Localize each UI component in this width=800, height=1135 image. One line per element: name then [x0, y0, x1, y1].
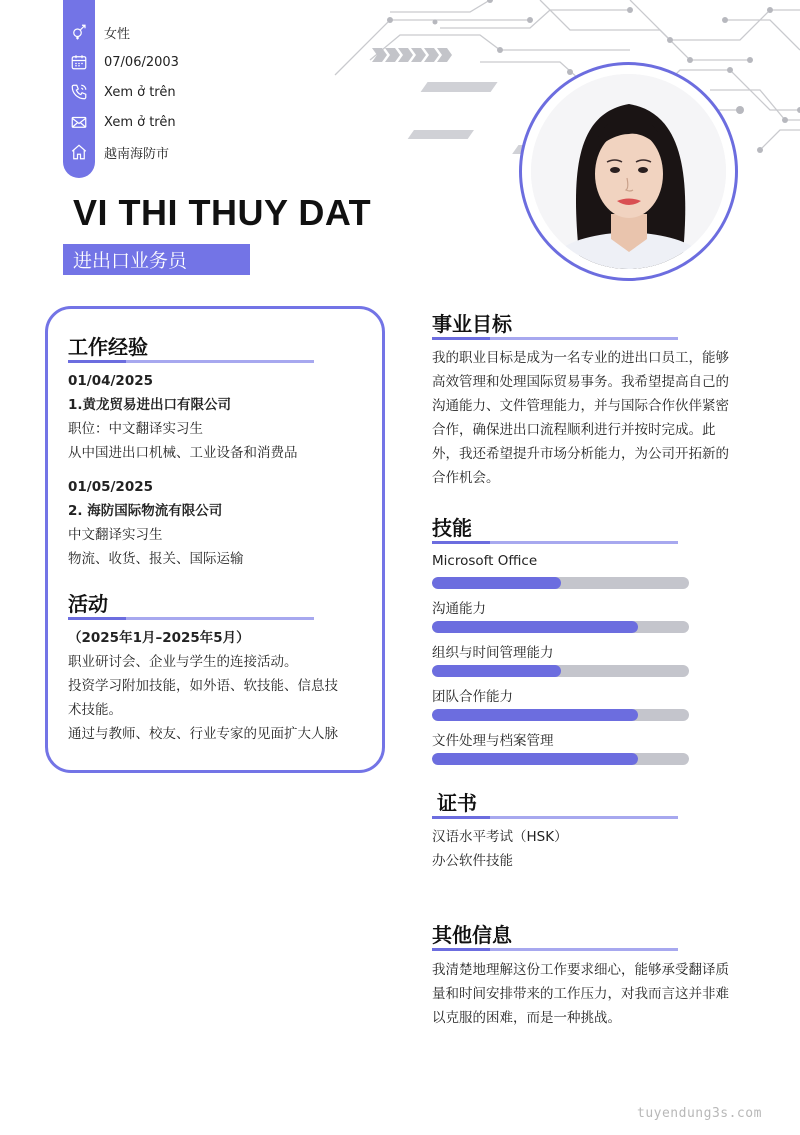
certificates-title: 证书: [437, 791, 477, 815]
job-2-desc: 物流、收货、报关、国际运输: [68, 551, 244, 567]
contact-gender: [63, 17, 130, 47]
skill-label: Microsoft Office: [432, 553, 538, 569]
gender-icon: [63, 17, 95, 47]
objective-line: 合作，确保进出口流程顺利进行并按时完成。此: [432, 422, 716, 438]
skill-bar: [432, 577, 689, 589]
skill-bar: [432, 665, 689, 677]
watermark: tuyendung3s.com: [637, 1106, 762, 1121]
skill-bar-fill: [432, 665, 561, 677]
other-line: 我清楚地理解这份工作要求细心，能够承受翻译质: [432, 962, 729, 978]
objective-line: 合作机会。: [432, 470, 500, 486]
objective-line: 外，我还希望提升市场分析能力，为公司开拓新的: [432, 446, 729, 462]
phone-text: Xem ở trên: [104, 84, 176, 100]
skill-bar: [432, 753, 689, 765]
profile-photo: [531, 74, 726, 269]
job-2-date: 01/05/2025: [68, 479, 154, 495]
skills-underline: [432, 541, 678, 544]
skill-label: 文件处理与档案管理: [432, 733, 554, 749]
other-underline: [432, 948, 678, 951]
job-2-company: 2. 海防国际物流有限公司: [68, 503, 223, 519]
activities-line: 术技能。: [68, 702, 122, 718]
objective-line: 高效管理和处理国际贸易事务。我希望提高自己的: [432, 374, 729, 390]
activities-period: （2025年1月–2025年5月）: [68, 630, 250, 646]
other-line: 以克服的困难，而是一种挑战。: [432, 1010, 621, 1026]
gender-text: 女性: [104, 26, 131, 42]
candidate-name: VI THI THUY DAT: [73, 192, 372, 233]
contact-birthdate: [63, 47, 179, 77]
job-1-date: 01/04/2025: [68, 373, 154, 389]
contact-address: [63, 137, 169, 167]
activities-underline: [68, 617, 314, 620]
objective-line: 我的职业目标是成为一名专业的进出口员工，能够: [432, 350, 729, 366]
experience-title: 工作经验: [68, 335, 148, 359]
activities-line: 职业研讨会、企业与学生的连接活动。: [68, 654, 298, 670]
skill-label: 团队合作能力: [432, 689, 513, 705]
skill-bar-fill: [432, 709, 638, 721]
skill-bar-fill: [432, 621, 638, 633]
objective-line: 沟通能力、文件管理能力，并与国际合作伙伴紧密: [432, 398, 729, 414]
activities-line: 通过与教师、校友、行业专家的见面扩大人脉: [68, 726, 338, 742]
contact-phone: [63, 77, 176, 107]
calendar-icon: [63, 47, 95, 77]
skill-bar-fill: [432, 753, 638, 765]
envelope-icon: [63, 107, 95, 137]
email-text: Xem ở trên: [104, 114, 176, 130]
objective-underline: [432, 337, 678, 340]
certificate-item: 汉语水平考试（HSK）: [432, 829, 568, 845]
job-1-position: 职位：中文翻译实习生: [68, 421, 203, 437]
skill-bar: [432, 709, 689, 721]
certificate-item: 办公软件技能: [432, 853, 513, 869]
certificates-underline: [432, 816, 678, 819]
objective-title: 事业目标: [432, 312, 512, 336]
skill-label: 组织与时间管理能力: [432, 645, 554, 661]
address-text: 越南海防市: [104, 146, 170, 162]
phone-icon: [63, 77, 95, 107]
other-title: 其他信息: [432, 923, 512, 947]
skill-bar: [432, 621, 689, 633]
job-title: 进出口业务员: [63, 244, 250, 275]
skills-title: 技能: [432, 516, 472, 540]
contact-email: [63, 107, 176, 137]
job-1-company: 1.黄龙贸易进出口有限公司: [68, 397, 232, 413]
activities-line: 投资学习附加技能，如外语、软技能、信息技: [68, 678, 338, 694]
activities-title: 活动: [68, 592, 108, 616]
job-1-desc: 从中国进出口机械、工业设备和消费品: [68, 445, 298, 461]
other-line: 量和时间安排带来的工作压力，对我而言这并非难: [432, 986, 729, 1002]
birthdate-text: 07/06/2003: [104, 54, 179, 70]
skill-label: 沟通能力: [432, 601, 486, 617]
experience-underline: [68, 360, 314, 363]
home-icon: [63, 137, 95, 167]
skill-bar-fill: [432, 577, 561, 589]
job-2-position: 中文翻译实习生: [68, 527, 163, 543]
